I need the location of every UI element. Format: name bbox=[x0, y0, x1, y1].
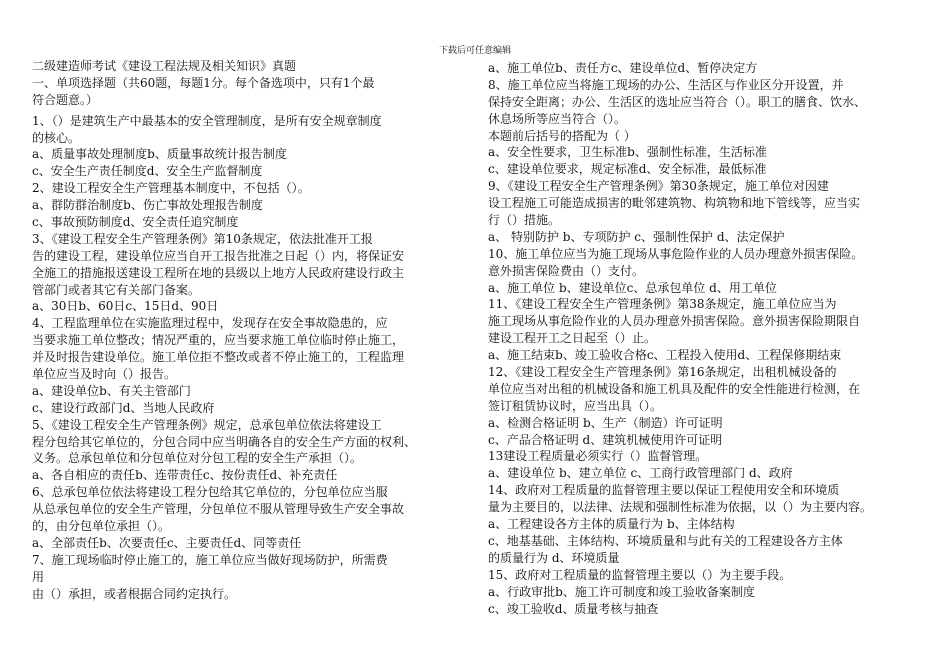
question-6: 6、总承包单位依法将建设工程分包给其它单位的，分包单位应当服 bbox=[32, 485, 388, 500]
question-9-options: a、 特别防护 b、专项防护 c、强制性保护 d、法定保护 bbox=[488, 229, 785, 244]
question-6-cont: 的，由分包单位承担（）。 bbox=[32, 519, 171, 534]
question-3-options: a、30日b、60日c、15日d、90日 bbox=[32, 299, 219, 314]
question-12: 12、《建设工程安全生产管理条例》第16条规定，出租机械设备的 bbox=[488, 365, 837, 380]
question-4-options-ab: a、建设单位b、有关主管部门 bbox=[32, 383, 191, 398]
question-12-options-ab: a、检测合格证明 b、生产（制造）许可证明 bbox=[488, 415, 723, 430]
question-10: 10、施工单位应当为施工现场从事危险作业的人员办理意外损害保险。 bbox=[488, 246, 864, 261]
question-14-options-ab: a、工程建设各方主体的质量行为 b、主体结构 bbox=[488, 517, 735, 532]
question-1-options-cd: c、安全生产责任制度d、安全生产监督制度 bbox=[32, 164, 263, 179]
question-2: 2、建设工程安全生产管理基本制度中，不包括（）。 bbox=[32, 181, 310, 196]
question-5-cont: 义务。总承包单位和分包单位对分包工程的安全生产承担（）。 bbox=[32, 451, 363, 466]
question-7: 7、施工现场临时停止施工的，施工单位应当做好现场防护，所需费 bbox=[32, 552, 388, 567]
question-4-options-cd: c、建设行政部门d、当地人民政府 bbox=[32, 400, 215, 415]
question-4: 4、工程监理单位在实施监理过程中，发现存在安全事故隐患的，应 bbox=[32, 316, 388, 331]
question-14-option-c-cont: 的质量行为 d、环境质量 bbox=[488, 550, 620, 565]
question-2-options-ab: a、群防群治制度b、伤亡事故处理报告制度 bbox=[32, 198, 263, 213]
question-3-cont: 管部门或者其它有关部门备案。 bbox=[32, 282, 201, 297]
question-10-options: a、施工单位 b、建设单位c、总承包单位 d、用工单位 bbox=[488, 280, 777, 295]
question-10-cont: 意外损害保险费由（）支付。 bbox=[488, 263, 645, 278]
question-5: 5、《建设工程安全生产管理条例》规定，总承包单位依法将建设工 bbox=[32, 417, 382, 432]
question-11-options: a、施工结束b、竣工验收合格c、工程投入使用d、工程保修期结束 bbox=[488, 348, 842, 363]
question-8-cont: 休息场所等应当符合（）。 bbox=[488, 111, 627, 126]
question-9-cont: 行（）措施。 bbox=[488, 213, 561, 228]
question-4-cont: 当要求施工单位整改；情况严重的，应当要求施工单位临时停止施工， bbox=[32, 333, 405, 348]
question-9: 9、《建设工程安全生产管理条例》第30条规定，施工单位对因建 bbox=[488, 179, 829, 194]
question-6-cont: 从总承包单位的安全生产管理，分包单位不服从管理导致生产安全事故 bbox=[32, 502, 405, 517]
question-8-prompt: 本题前后括号的搭配为（ ） bbox=[488, 128, 636, 143]
question-5-options: a、各自相应的责任b、连带责任c、按份责任d、补充责任 bbox=[32, 468, 338, 483]
question-8-options-ab: a、安全性要求，卫生标准b、强制性标准，生活标准 bbox=[488, 145, 767, 160]
question-11-cont: 施工现场从事危险作业的人员办理意外损害保险。意外损害保险期限自 bbox=[488, 314, 861, 329]
document-title: 二级建造师考试《建设工程法规及相关知识》真题 bbox=[32, 59, 297, 73]
question-7-cont: 由（）承担，或者根据合同约定执行。 bbox=[32, 586, 237, 601]
question-4-cont: 并及时报告建设单位。施工单位拒不整改或者不停止施工的，工程监理 bbox=[32, 350, 405, 365]
question-12-cont: 签订租赁协议时，应当出具（）。 bbox=[488, 398, 663, 413]
question-9-cont: 设工程施工可能造成损害的毗邻建筑物、构筑物和地下管线等，应当实 bbox=[488, 196, 861, 211]
question-3-cont: 全施工的措施报送建设工程所在地的县级以上地方人民政府建设行政主 bbox=[32, 265, 405, 280]
question-12-cont: 单位应当对出租的机械设备和施工机具及配件的安全性能进行检测，在 bbox=[488, 381, 861, 396]
page-header: 下载后可任意编辑 bbox=[438, 46, 511, 56]
question-3-cont: 告的建设工程，建设单位应当自开工报告批准之日起（）内，将保证安 bbox=[32, 248, 405, 263]
question-2-options-cd: c、事故预防制度d、安全责任追究制度 bbox=[32, 215, 239, 230]
question-8-cont: 保持安全距离；办公、生活区的选址应当符合（）。职工的膳食、饮水、 bbox=[488, 94, 867, 109]
question-11: 11、《建设工程安全生产管理条例》第38条规定，施工单位应当为 bbox=[488, 297, 837, 312]
question-11-cont: 建设工程开工之日起至（）止。 bbox=[488, 331, 657, 346]
question-15-options-cd: c、竣工验收d、质量考核与抽查 bbox=[488, 601, 659, 616]
question-5-cont: 程分包给其它单位的，分包合同中应当明确各自的安全生产方面的权利、 bbox=[32, 434, 417, 449]
left-column bbox=[32, 58, 472, 603]
question-13-options: a、建设单位 b、建立单位 c、工商行政管理部门 d、政府 bbox=[488, 466, 793, 481]
question-6-options: a、全部责任b、次要责任c、主要责任d、同等责任 bbox=[32, 535, 302, 550]
question-15: 15、政府对工程质量的监督管理主要以（）为主要手段。 bbox=[488, 567, 792, 582]
question-1-options-ab: a、质量事故处理制度b、质量事故统计报告制度 bbox=[32, 147, 287, 162]
question-14: 14、政府对工程质量的监督管理主要以保证工程使用安全和环境质 bbox=[488, 483, 840, 498]
question-1: 1、（）是建筑生产中最基本的安全管理制度，是所有安全规章制度 bbox=[32, 113, 382, 128]
question-13: 13建设工程质量必须实行（）监督管理。 bbox=[488, 449, 708, 464]
question-4-cont: 单位应当及时向（）报告。 bbox=[32, 367, 177, 382]
section-heading-cont: 符合题意。） bbox=[32, 92, 99, 107]
question-12-options-cd: c、产品合格证明 d、建筑机械使用许可证明 bbox=[488, 432, 723, 447]
question-3: 3、《建设工程安全生产管理条例》第10条规定，依法批准开工报 bbox=[32, 231, 373, 246]
question-14-cont: 量为主要目的，以法律、法规和强制性标准为依据，以（）为主要内容。 bbox=[488, 500, 873, 515]
right-column bbox=[488, 60, 926, 617]
question-1-cont: 的核心。 bbox=[32, 130, 81, 145]
question-7-options: a、施工单位b、责任方c、建设单位d、暂停决定方 bbox=[488, 61, 758, 75]
question-15-options-ab: a、行政审批b、施工许可制度和竣工验收备案制度 bbox=[488, 584, 755, 599]
question-8: 8、施工单位应当将施工现场的办公、生活区与作业区分开设置，并 bbox=[488, 77, 844, 92]
question-7-cont: 用 bbox=[32, 569, 45, 584]
section-heading: 一、单项选择题（共60题，每题1分。每个备选项中，只有1个最 bbox=[32, 75, 375, 90]
question-8-options-cd: c、建设单位要求，规定标准d、安全标准，最低标准 bbox=[488, 162, 767, 177]
question-14-option-c: c、地基基础、主体结构、环境质量和与此有关的工程建设各方主体 bbox=[488, 533, 843, 548]
